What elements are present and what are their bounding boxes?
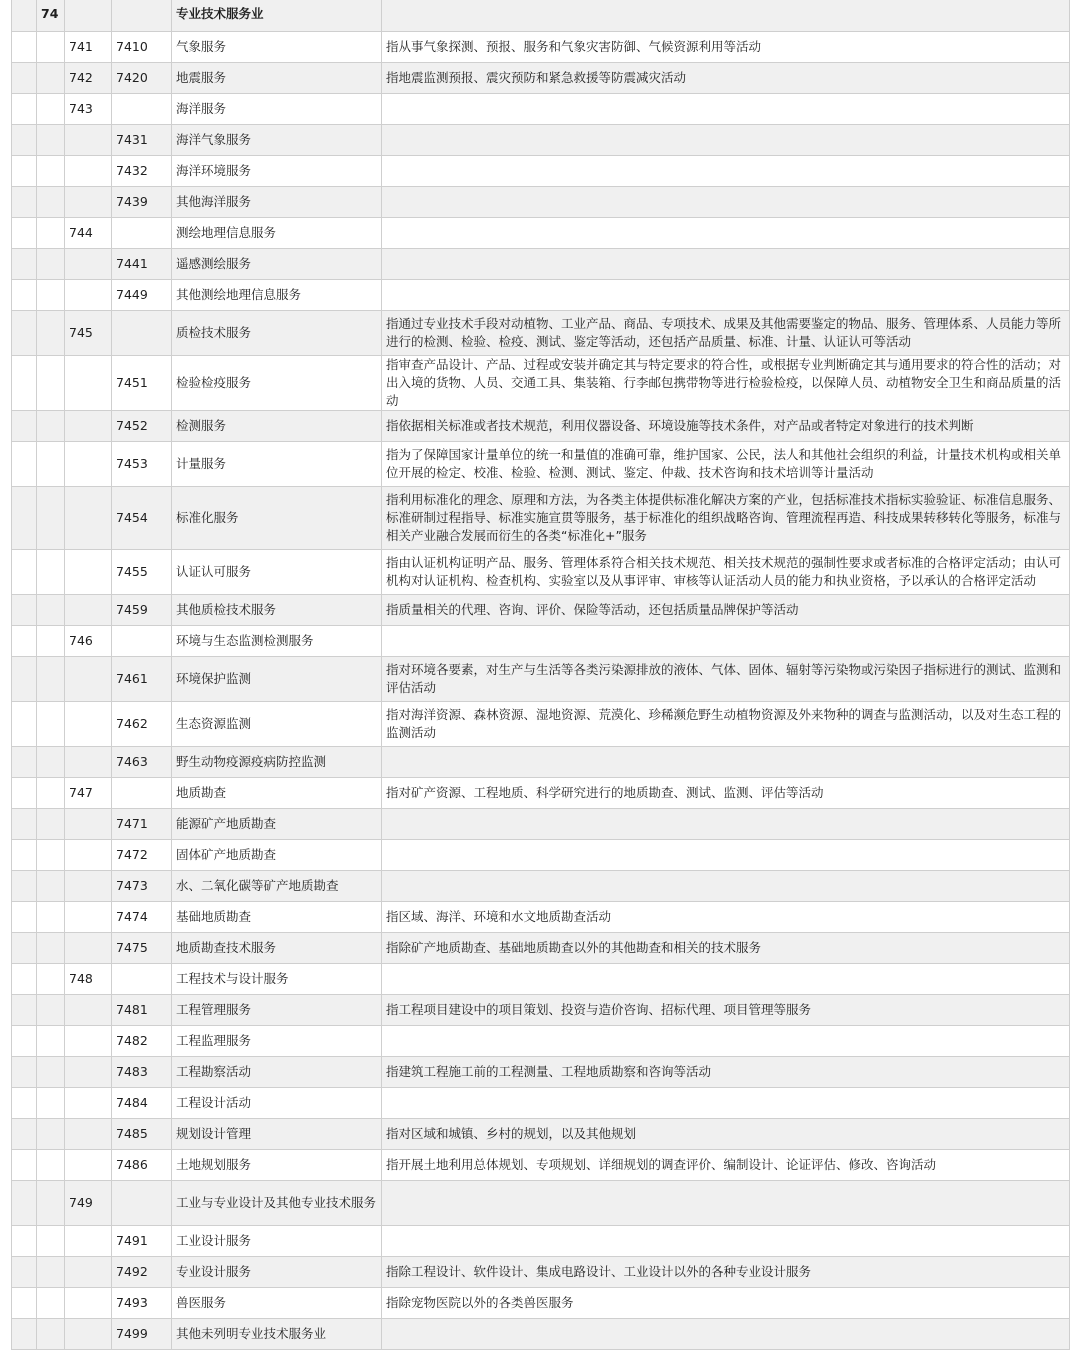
division-code-cell bbox=[37, 1288, 65, 1319]
table-row bbox=[12, 0, 1070, 32]
category-name-cell: 专业设计服务 bbox=[172, 1257, 382, 1288]
division-code-cell bbox=[37, 595, 65, 626]
class-code-cell bbox=[112, 1181, 172, 1226]
division-code-cell bbox=[37, 964, 65, 995]
description-cell: 指通过专业技术手段对动植物、工业产品、商品、专项技术、成果及其他需要鉴定的物品、服务、管理体系、人员能力等所进行的检测、检验、检疫、测试、鉴定等活动，还包括产品质量、标准、计量、认证认可等活动 bbox=[382, 311, 1070, 356]
group-code-cell bbox=[65, 871, 112, 902]
class-code-cell: 7452 bbox=[112, 411, 172, 442]
section-cell bbox=[12, 1057, 37, 1088]
group-code-cell bbox=[65, 249, 112, 280]
division-code-cell bbox=[37, 1257, 65, 1288]
section-cell bbox=[12, 747, 37, 778]
table-row bbox=[12, 218, 1070, 249]
table-row bbox=[12, 311, 1070, 356]
description-cell bbox=[382, 218, 1070, 249]
table-row bbox=[12, 356, 1070, 411]
category-name-cell: 工程勘察活动 bbox=[172, 1057, 382, 1088]
section-cell bbox=[12, 657, 37, 702]
description-cell: 指地震监测预报、震灾预防和紧急救援等防震减灾活动 bbox=[382, 63, 1070, 94]
description-cell: 指对矿产资源、工程地质、科学研究进行的地质勘查、测试、监测、评估等活动 bbox=[382, 778, 1070, 809]
division-code-cell bbox=[37, 487, 65, 550]
category-name-cell: 工业设计服务 bbox=[172, 1226, 382, 1257]
category-name-cell: 工业与专业设计及其他专业技术服务 bbox=[172, 1181, 382, 1226]
table-row bbox=[12, 125, 1070, 156]
table-row bbox=[12, 1026, 1070, 1057]
group-code-cell: 745 bbox=[65, 311, 112, 356]
class-code-cell: 7483 bbox=[112, 1057, 172, 1088]
division-code-cell bbox=[37, 280, 65, 311]
section-cell bbox=[12, 1088, 37, 1119]
division-code-cell bbox=[37, 550, 65, 595]
category-name-cell: 基础地质勘查 bbox=[172, 902, 382, 933]
section-cell bbox=[12, 94, 37, 125]
description-cell bbox=[382, 280, 1070, 311]
table-row bbox=[12, 626, 1070, 657]
category-name-cell: 质检技术服务 bbox=[172, 311, 382, 356]
division-code-cell bbox=[37, 626, 65, 657]
category-name-cell: 水、二氧化碳等矿产地质勘查 bbox=[172, 871, 382, 902]
class-code-cell bbox=[112, 218, 172, 249]
classification-table bbox=[11, 0, 1070, 1350]
group-code-cell bbox=[65, 1088, 112, 1119]
class-code-cell: 7441 bbox=[112, 249, 172, 280]
description-cell bbox=[382, 94, 1070, 125]
group-code-cell bbox=[65, 595, 112, 626]
category-name-cell: 遥感测绘服务 bbox=[172, 249, 382, 280]
section-cell bbox=[12, 933, 37, 964]
division-code-cell bbox=[37, 1057, 65, 1088]
table-row bbox=[12, 411, 1070, 442]
table-row bbox=[12, 995, 1070, 1026]
category-name-cell: 环境与生态监测检测服务 bbox=[172, 626, 382, 657]
description-cell: 指审查产品设计、产品、过程或安装并确定其与特定要求的符合性，或根据专业判断确定其与通用要求的符合性的活动；对出入境的货物、人员、交通工具、集装箱、行李邮包携带物等进行检验检疫，以保障人员、动植物安全卫生和商品质量的活动 bbox=[382, 356, 1070, 411]
table-row bbox=[12, 1288, 1070, 1319]
section-cell bbox=[12, 125, 37, 156]
group-code-cell bbox=[65, 1319, 112, 1350]
category-name-cell: 专业技术服务业 bbox=[172, 0, 382, 32]
table-body bbox=[12, 0, 1070, 1350]
class-code-cell: 7420 bbox=[112, 63, 172, 94]
description-cell: 指除工程设计、软件设计、集成电路设计、工业设计以外的各种专业设计服务 bbox=[382, 1257, 1070, 1288]
category-name-cell: 土地规划服务 bbox=[172, 1150, 382, 1181]
table-row bbox=[12, 550, 1070, 595]
class-code-cell: 7410 bbox=[112, 32, 172, 63]
division-code-cell bbox=[37, 902, 65, 933]
description-cell: 指为了保障国家计量单位的统一和量值的准确可靠，维护国家、公民，法人和其他社会组织的利益，计量技术机构或相关单位开展的检定、校准、检验、检测、测试、鉴定、仲裁、技术咨询和技术培训等计量活动 bbox=[382, 442, 1070, 487]
table-row bbox=[12, 840, 1070, 871]
group-code-cell bbox=[65, 156, 112, 187]
category-name-cell: 其他海洋服务 bbox=[172, 187, 382, 218]
class-code-cell bbox=[112, 778, 172, 809]
description-cell: 指工程项目建设中的项目策划、投资与造价咨询、招标代理、项目管理等服务 bbox=[382, 995, 1070, 1026]
description-cell bbox=[382, 249, 1070, 280]
section-cell bbox=[12, 1119, 37, 1150]
division-code-cell bbox=[37, 187, 65, 218]
class-code-cell: 7439 bbox=[112, 187, 172, 218]
class-code-cell: 7485 bbox=[112, 1119, 172, 1150]
table-row bbox=[12, 1119, 1070, 1150]
division-code-cell bbox=[37, 442, 65, 487]
division-code-cell bbox=[37, 871, 65, 902]
class-code-cell: 7486 bbox=[112, 1150, 172, 1181]
class-code-cell: 7453 bbox=[112, 442, 172, 487]
group-code-cell bbox=[65, 747, 112, 778]
section-cell bbox=[12, 356, 37, 411]
category-name-cell: 地质勘查 bbox=[172, 778, 382, 809]
group-code-cell: 741 bbox=[65, 32, 112, 63]
group-code-cell bbox=[65, 356, 112, 411]
category-name-cell: 兽医服务 bbox=[172, 1288, 382, 1319]
group-code-cell bbox=[65, 995, 112, 1026]
category-name-cell: 野生动物疫源疫病防控监测 bbox=[172, 747, 382, 778]
section-cell bbox=[12, 809, 37, 840]
division-code-cell bbox=[37, 778, 65, 809]
section-cell bbox=[12, 1319, 37, 1350]
class-code-cell bbox=[112, 94, 172, 125]
table-row bbox=[12, 1319, 1070, 1350]
description-cell bbox=[382, 0, 1070, 32]
division-code-cell bbox=[37, 1226, 65, 1257]
division-code-cell bbox=[37, 747, 65, 778]
section-cell bbox=[12, 63, 37, 94]
class-code-cell: 7475 bbox=[112, 933, 172, 964]
class-code-cell: 7451 bbox=[112, 356, 172, 411]
group-code-cell bbox=[65, 933, 112, 964]
division-code-cell: 74 bbox=[37, 0, 65, 32]
class-code-cell bbox=[112, 311, 172, 356]
table-row bbox=[12, 187, 1070, 218]
table-row bbox=[12, 156, 1070, 187]
class-code-cell: 7463 bbox=[112, 747, 172, 778]
group-code-cell bbox=[65, 1057, 112, 1088]
group-code-cell bbox=[65, 840, 112, 871]
table-row bbox=[12, 1057, 1070, 1088]
section-cell bbox=[12, 280, 37, 311]
table-row bbox=[12, 933, 1070, 964]
section-cell bbox=[12, 1226, 37, 1257]
description-cell bbox=[382, 187, 1070, 218]
description-cell: 指利用标准化的理念、原理和方法，为各类主体提供标准化解决方案的产业，包括标准技术指标实验验证、标准信息服务、标准研制过程指导、标准实施宣贯等服务，基于标准化的组织战略咨询、管理流程再造、科技成果转移转化等服务，标准与相关产业融合发展而衍生的各类“标准化+”服务 bbox=[382, 487, 1070, 550]
section-cell bbox=[12, 187, 37, 218]
table-row bbox=[12, 1226, 1070, 1257]
group-code-cell: 748 bbox=[65, 964, 112, 995]
category-name-cell: 其他质检技术服务 bbox=[172, 595, 382, 626]
group-code-cell: 749 bbox=[65, 1181, 112, 1226]
category-name-cell: 认证认可服务 bbox=[172, 550, 382, 595]
group-code-cell bbox=[65, 487, 112, 550]
division-code-cell bbox=[37, 249, 65, 280]
section-cell bbox=[12, 218, 37, 249]
description-cell: 指对海洋资源、森林资源、湿地资源、荒漠化、珍稀濒危野生动植物资源及外来物种的调查与监测活动，以及对生态工程的监测活动 bbox=[382, 702, 1070, 747]
table-row bbox=[12, 487, 1070, 550]
group-code-cell bbox=[65, 902, 112, 933]
category-name-cell: 检测服务 bbox=[172, 411, 382, 442]
group-code-cell bbox=[65, 657, 112, 702]
class-code-cell bbox=[112, 964, 172, 995]
group-code-cell: 746 bbox=[65, 626, 112, 657]
description-cell bbox=[382, 809, 1070, 840]
category-name-cell: 工程技术与设计服务 bbox=[172, 964, 382, 995]
section-cell bbox=[12, 702, 37, 747]
description-cell bbox=[382, 747, 1070, 778]
division-code-cell bbox=[37, 1150, 65, 1181]
group-code-cell: 747 bbox=[65, 778, 112, 809]
group-code-cell bbox=[65, 187, 112, 218]
class-code-cell: 7454 bbox=[112, 487, 172, 550]
division-code-cell bbox=[37, 94, 65, 125]
category-name-cell: 海洋环境服务 bbox=[172, 156, 382, 187]
class-code-cell: 7481 bbox=[112, 995, 172, 1026]
section-cell bbox=[12, 1026, 37, 1057]
table-row bbox=[12, 964, 1070, 995]
category-name-cell: 气象服务 bbox=[172, 32, 382, 63]
table-row bbox=[12, 280, 1070, 311]
description-cell bbox=[382, 1026, 1070, 1057]
section-cell bbox=[12, 1288, 37, 1319]
description-cell: 指除矿产地质勘查、基础地质勘查以外的其他勘查和相关的技术服务 bbox=[382, 933, 1070, 964]
description-cell: 指由认证机构证明产品、服务、管理体系符合相关技术规范、相关技术规范的强制性要求或者标准的合格评定活动；由认可机构对认证机构、检查机构、实验室以及从事评审、审核等认证活动人员的能力和执业资格，予以承认的合格评定活动 bbox=[382, 550, 1070, 595]
category-name-cell: 生态资源监测 bbox=[172, 702, 382, 747]
table-row bbox=[12, 1150, 1070, 1181]
group-code-cell bbox=[65, 1226, 112, 1257]
section-cell bbox=[12, 156, 37, 187]
description-cell bbox=[382, 1181, 1070, 1226]
class-code-cell: 7431 bbox=[112, 125, 172, 156]
division-code-cell bbox=[37, 1088, 65, 1119]
class-code-cell: 7455 bbox=[112, 550, 172, 595]
table-row bbox=[12, 249, 1070, 280]
group-code-cell bbox=[65, 411, 112, 442]
section-cell bbox=[12, 995, 37, 1026]
category-name-cell: 工程设计活动 bbox=[172, 1088, 382, 1119]
description-cell: 指依据相关标准或者技术规范，利用仪器设备、环境设施等技术条件，对产品或者特定对象进行的技术判断 bbox=[382, 411, 1070, 442]
class-code-cell: 7493 bbox=[112, 1288, 172, 1319]
description-cell bbox=[382, 1088, 1070, 1119]
class-code-cell: 7474 bbox=[112, 902, 172, 933]
section-cell bbox=[12, 1150, 37, 1181]
category-name-cell: 检验检疫服务 bbox=[172, 356, 382, 411]
division-code-cell bbox=[37, 1026, 65, 1057]
table-row bbox=[12, 871, 1070, 902]
section-cell bbox=[12, 487, 37, 550]
table-row bbox=[12, 442, 1070, 487]
division-code-cell bbox=[37, 1319, 65, 1350]
section-cell bbox=[12, 1257, 37, 1288]
category-name-cell: 工程管理服务 bbox=[172, 995, 382, 1026]
section-cell bbox=[12, 1181, 37, 1226]
group-code-cell bbox=[65, 442, 112, 487]
table-row bbox=[12, 63, 1070, 94]
category-name-cell: 规划设计管理 bbox=[172, 1119, 382, 1150]
group-code-cell bbox=[65, 1257, 112, 1288]
description-cell: 指质量相关的代理、咨询、评价、保险等活动，还包括质量品牌保护等活动 bbox=[382, 595, 1070, 626]
category-name-cell: 其他未列明专业技术服务业 bbox=[172, 1319, 382, 1350]
group-code-cell bbox=[65, 1026, 112, 1057]
division-code-cell bbox=[37, 1119, 65, 1150]
class-code-cell: 7462 bbox=[112, 702, 172, 747]
table-row bbox=[12, 747, 1070, 778]
class-code-cell: 7449 bbox=[112, 280, 172, 311]
table-row bbox=[12, 32, 1070, 63]
table-row bbox=[12, 1257, 1070, 1288]
table-row bbox=[12, 702, 1070, 747]
description-cell: 指对环境各要素，对生产与生活等各类污染源排放的液体、气体、固体、辐射等污染物或污染因子指标进行的测试、监测和评估活动 bbox=[382, 657, 1070, 702]
category-name-cell: 测绘地理信息服务 bbox=[172, 218, 382, 249]
description-cell bbox=[382, 1319, 1070, 1350]
section-cell bbox=[12, 249, 37, 280]
description-cell bbox=[382, 871, 1070, 902]
group-code-cell bbox=[65, 1150, 112, 1181]
group-code-cell bbox=[65, 702, 112, 747]
division-code-cell bbox=[37, 32, 65, 63]
group-code-cell: 744 bbox=[65, 218, 112, 249]
class-code-cell: 7491 bbox=[112, 1226, 172, 1257]
class-code-cell: 7472 bbox=[112, 840, 172, 871]
division-code-cell bbox=[37, 1181, 65, 1226]
table-row bbox=[12, 1181, 1070, 1226]
division-code-cell bbox=[37, 411, 65, 442]
group-code-cell: 742 bbox=[65, 63, 112, 94]
division-code-cell bbox=[37, 218, 65, 249]
table-row bbox=[12, 902, 1070, 933]
division-code-cell bbox=[37, 356, 65, 411]
table-row bbox=[12, 595, 1070, 626]
table-row bbox=[12, 809, 1070, 840]
section-cell bbox=[12, 626, 37, 657]
class-code-cell: 7484 bbox=[112, 1088, 172, 1119]
category-name-cell: 地震服务 bbox=[172, 63, 382, 94]
description-cell: 指从事气象探测、预报、服务和气象灾害防御、气候资源利用等活动 bbox=[382, 32, 1070, 63]
table-row bbox=[12, 1088, 1070, 1119]
table-row bbox=[12, 657, 1070, 702]
group-code-cell bbox=[65, 125, 112, 156]
section-cell bbox=[12, 442, 37, 487]
section-cell bbox=[12, 964, 37, 995]
category-name-cell: 地质勘查技术服务 bbox=[172, 933, 382, 964]
category-name-cell: 其他测绘地理信息服务 bbox=[172, 280, 382, 311]
division-code-cell bbox=[37, 809, 65, 840]
section-cell bbox=[12, 311, 37, 356]
class-code-cell: 7471 bbox=[112, 809, 172, 840]
division-code-cell bbox=[37, 657, 65, 702]
division-code-cell bbox=[37, 702, 65, 747]
division-code-cell bbox=[37, 933, 65, 964]
class-code-cell: 7482 bbox=[112, 1026, 172, 1057]
division-code-cell bbox=[37, 156, 65, 187]
description-cell: 指开展土地利用总体规划、专项规划、详细规划的调查评价、编制设计、论证评估、修改、咨询活动 bbox=[382, 1150, 1070, 1181]
class-code-cell bbox=[112, 626, 172, 657]
division-code-cell bbox=[37, 63, 65, 94]
category-name-cell: 海洋服务 bbox=[172, 94, 382, 125]
description-cell bbox=[382, 964, 1070, 995]
group-code-cell bbox=[65, 550, 112, 595]
section-cell bbox=[12, 595, 37, 626]
description-cell bbox=[382, 840, 1070, 871]
category-name-cell: 工程监理服务 bbox=[172, 1026, 382, 1057]
group-code-cell: 743 bbox=[65, 94, 112, 125]
class-code-cell bbox=[112, 0, 172, 32]
class-code-cell: 7499 bbox=[112, 1319, 172, 1350]
category-name-cell: 海洋气象服务 bbox=[172, 125, 382, 156]
section-cell bbox=[12, 32, 37, 63]
class-code-cell: 7432 bbox=[112, 156, 172, 187]
division-code-cell bbox=[37, 125, 65, 156]
division-code-cell bbox=[37, 995, 65, 1026]
group-code-cell bbox=[65, 280, 112, 311]
description-cell bbox=[382, 156, 1070, 187]
description-cell bbox=[382, 626, 1070, 657]
section-cell bbox=[12, 550, 37, 595]
group-code-cell bbox=[65, 1288, 112, 1319]
category-name-cell: 能源矿产地质勘查 bbox=[172, 809, 382, 840]
group-code-cell bbox=[65, 809, 112, 840]
section-cell bbox=[12, 0, 37, 32]
description-cell: 指除宠物医院以外的各类兽医服务 bbox=[382, 1288, 1070, 1319]
description-cell: 指区域、海洋、环境和水文地质勘查活动 bbox=[382, 902, 1070, 933]
table-row bbox=[12, 778, 1070, 809]
class-code-cell: 7473 bbox=[112, 871, 172, 902]
category-name-cell: 固体矿产地质勘查 bbox=[172, 840, 382, 871]
class-code-cell: 7492 bbox=[112, 1257, 172, 1288]
group-code-cell bbox=[65, 0, 112, 32]
section-cell bbox=[12, 902, 37, 933]
section-cell bbox=[12, 778, 37, 809]
group-code-cell bbox=[65, 1119, 112, 1150]
division-code-cell bbox=[37, 311, 65, 356]
section-cell bbox=[12, 411, 37, 442]
section-cell bbox=[12, 871, 37, 902]
description-cell bbox=[382, 1226, 1070, 1257]
description-cell bbox=[382, 125, 1070, 156]
table-row bbox=[12, 94, 1070, 125]
description-cell: 指建筑工程施工前的工程测量、工程地质勘察和咨询等活动 bbox=[382, 1057, 1070, 1088]
class-code-cell: 7461 bbox=[112, 657, 172, 702]
division-code-cell bbox=[37, 840, 65, 871]
class-code-cell: 7459 bbox=[112, 595, 172, 626]
category-name-cell: 标准化服务 bbox=[172, 487, 382, 550]
description-cell: 指对区域和城镇、乡村的规划，以及其他规划 bbox=[382, 1119, 1070, 1150]
category-name-cell: 环境保护监测 bbox=[172, 657, 382, 702]
section-cell bbox=[12, 840, 37, 871]
category-name-cell: 计量服务 bbox=[172, 442, 382, 487]
